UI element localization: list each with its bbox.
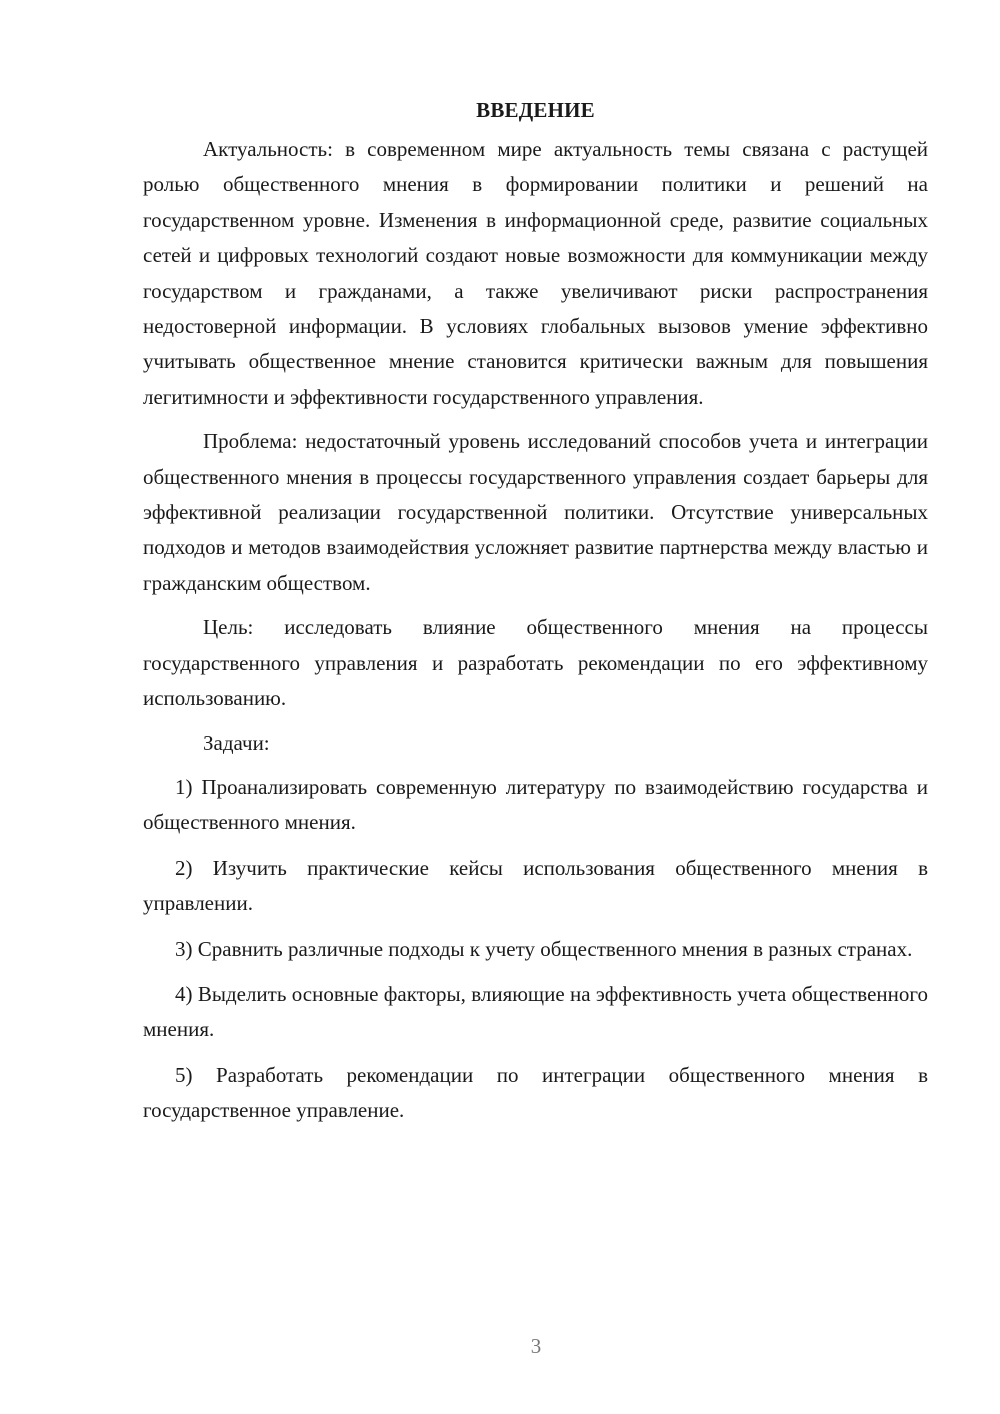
document-page [143, 92, 928, 1139]
task-item-5: 5) Разработать рекомендации по интеграции общественного мнения в государственное управление. [143, 1062, 928, 1123]
task-item-3: 3) Сравнить различные подходы к учету общественного мнения в разных странах. [175, 936, 913, 961]
paragraph-goal: Цель: исследовать влияние общественного мнения на процессы государственного управления и разработать рекомендации по его эффективному использованию. [143, 615, 928, 711]
task-item-1: 1) Проанализировать современную литературу по взаимодействию государства и общественного мнения. [143, 774, 928, 835]
section-title: ВВЕДЕНИЕ [476, 98, 595, 122]
task-item-2: 2) Изучить практические кейсы использования общественного мнения в управлении. [143, 855, 928, 916]
task-item-4: 4) Выделить основные факторы, влияющие на эффективность учета общественного мнения. [143, 981, 928, 1042]
paragraph-problem: Проблема: недостаточный уровень исследований способов учета и интеграции общественного мнения в процессы государственного управления создает барьеры для эффективной реализации государственной политики. Отсутствие универсальных подходов и методов взаимодействия усложняет развитие партнерства между властью и гражданским обществом. [143, 429, 928, 595]
tasks-heading: Задачи: [203, 730, 270, 755]
paragraph-relevance: Актуальность: в современном мире актуальность темы связана с растущей ролью общественного мнения в формировании политики и решений на государственном уровне. Изменения в информационной среде, развитие социальных сетей и цифровых технологий создают новые возможности для коммуникации между государством и гражданами, а также увеличивают риски распространения недостоверной информации. В условиях глобальных вызовов умение эффективно учитывать общественное мнение становится критически важным для повышения легитимности и эффективности государственного управления. [143, 137, 928, 409]
page-number: 3 [530, 1334, 542, 1358]
